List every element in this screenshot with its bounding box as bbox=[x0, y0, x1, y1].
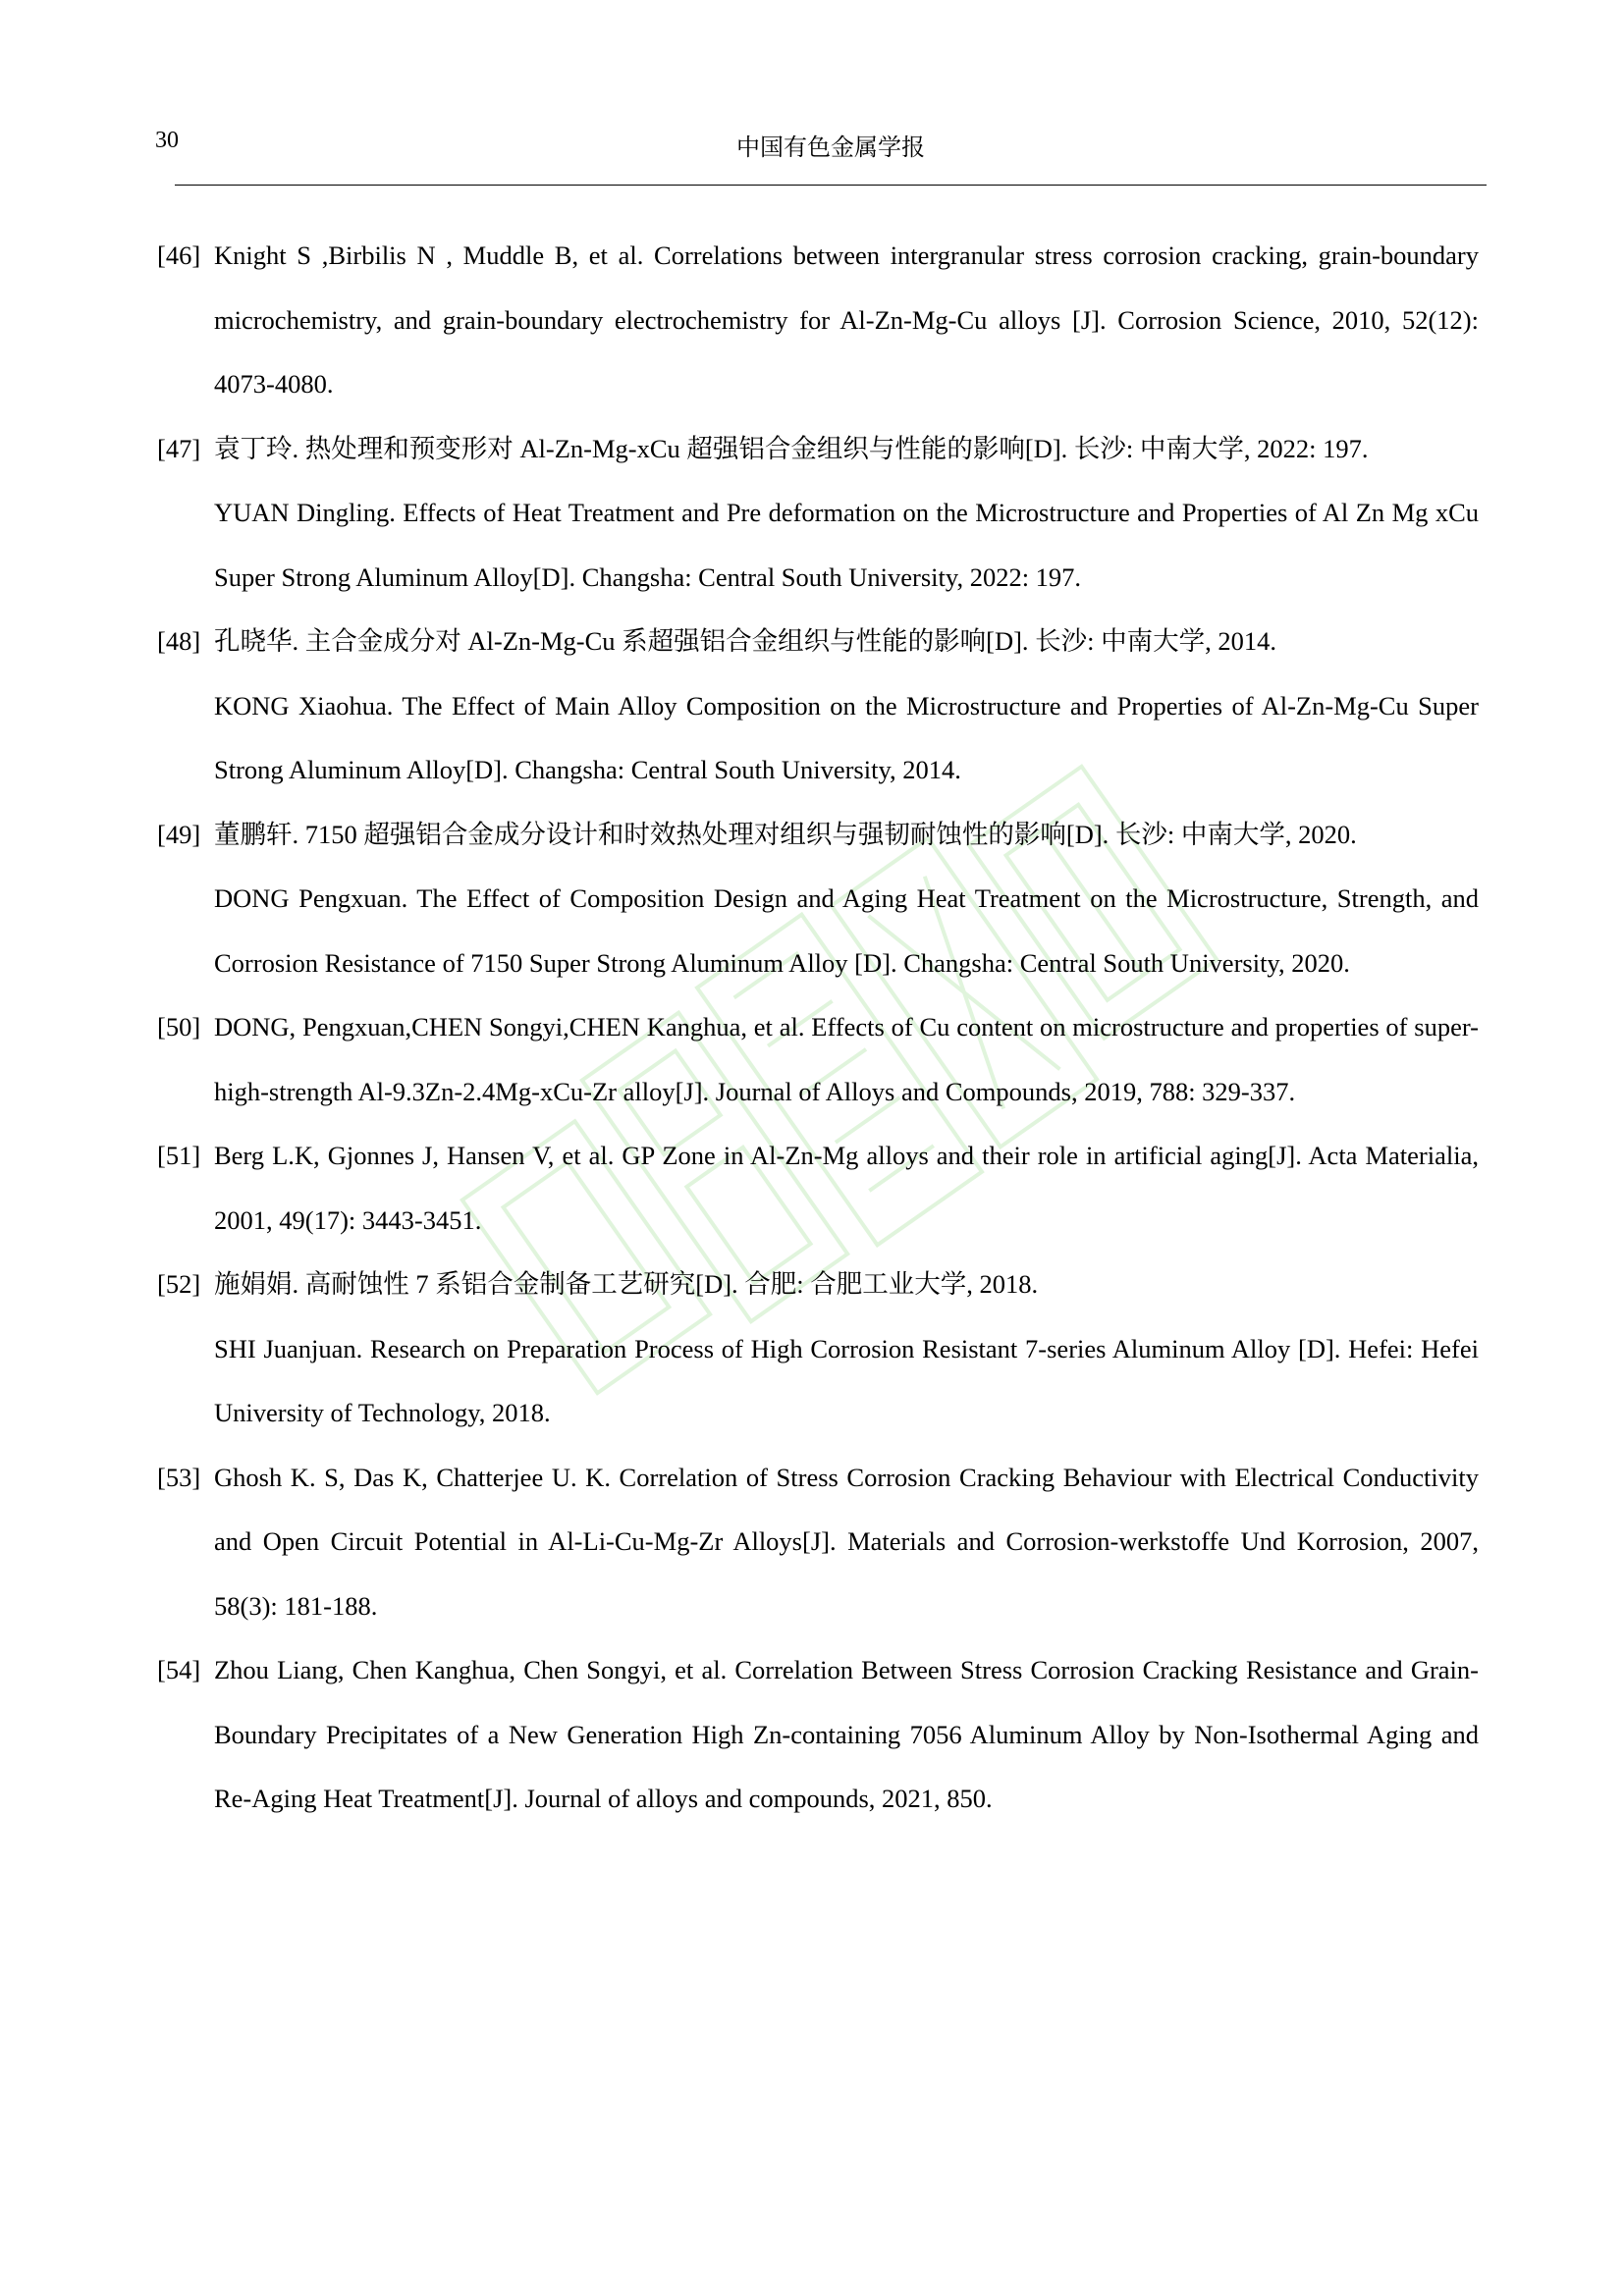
reference-item bbox=[157, 417, 1479, 611]
reference-number: [49] bbox=[157, 819, 201, 849]
reference-item bbox=[157, 995, 1479, 1124]
reference-english-translation: DONG Pengxuan. The Effect of Composition Design and Aging Heat Treatment on the Microstructure, Strength, and Corrosion Resistance of 7150 Super Strong Aluminum Alloy [D]. Changsha: Central South University, 2020. bbox=[214, 883, 1479, 978]
reference-text: Ghosh K. S, Das K, Chatterjee U. K. Correlation of Stress Corrosion Cracking Behaviour with Electrical Conductivity and Open Circuit Potential in Al-Li-Cu-Mg-Zr Alloys[J]. Materials and Corrosion-werkstoffe Und Korrosion, 2007, 58(3): 181-188. bbox=[214, 1462, 1479, 1621]
reference-item bbox=[157, 803, 1479, 996]
reference-text: 施娟娟. 高耐蚀性 7 系铝合金制备工艺研究[D]. 合肥: 合肥工业大学, 2018. bbox=[214, 1269, 1039, 1299]
reference-item bbox=[157, 610, 1479, 803]
reference-item bbox=[157, 1253, 1479, 1446]
reference-english-translation: SHI Juanjuan. Research on Preparation Process of High Corrosion Resistant 7-series Aluminum Alloy [D]. Hefei: Hefei University of Technology, 2018. bbox=[214, 1333, 1479, 1427]
reference-item bbox=[157, 1638, 1479, 1832]
reference-text: 董鹏轩. 7150 超强铝合金成分设计和时效热处理对组织与强韧耐蚀性的影响[D]. 长沙: 中南大学, 2020. bbox=[214, 819, 1357, 849]
reference-item bbox=[157, 1446, 1479, 1639]
reference-text: 孔晓华. 主合金成分对 Al-Zn-Mg-Cu 系超强铝合金组织与性能的影响[D]. 长沙: 中南大学, 2014. bbox=[214, 626, 1277, 656]
reference-item bbox=[157, 224, 1479, 417]
reference-number: [48] bbox=[157, 626, 201, 656]
reference-text: DONG, Pengxuan,CHEN Songyi,CHEN Kanghua, et al. Effects of Cu content on microstructure and properties of super-high-strength Al-9.3Zn-2.4Mg-xCu-Zr alloy[J]. Journal of Alloys and Compounds, 2019, 788: 329-337. bbox=[214, 1012, 1479, 1106]
reference-english-translation: KONG Xiaohua. The Effect of Main Alloy Composition on the Microstructure and Properties of Al-Zn-Mg-Cu Super Strong Aluminum Alloy[D]. Changsha: Central South University, 2014. bbox=[214, 690, 1479, 784]
reference-number: [47] bbox=[157, 433, 201, 463]
reference-number: [53] bbox=[157, 1462, 201, 1492]
page-number: 30 bbox=[155, 128, 179, 153]
reference-number: [46] bbox=[157, 240, 201, 270]
reference-number: [52] bbox=[157, 1269, 201, 1299]
reference-number: [51] bbox=[157, 1141, 201, 1170]
reference-text: Berg L.K, Gjonnes J, Hansen V, et al. GP Zone in Al-Zn-Mg alloys and their role in artificial aging[J]. Acta Materialia, 2001, 49(17): 3443-3451. bbox=[214, 1141, 1479, 1235]
page-header bbox=[155, 128, 1487, 186]
reference-text: Knight S ,Birbilis N , Muddle B, et al. Correlations between intergranular stress corrosion cracking, grain-boundary microchemistry, and grain-boundary electrochemistry for Al-Zn-Mg-Cu alloys [J]. Corrosion Science, 2010, 52(12): 4073-4080. bbox=[214, 240, 1479, 399]
reference-number: [54] bbox=[157, 1655, 201, 1684]
reference-english-translation: YUAN Dingling. Effects of Heat Treatment and Pre deformation on the Microstructure and Properties of Al Zn Mg xCu Super Strong Aluminum Alloy[D]. Changsha: Central South University, 2022: 197. bbox=[214, 498, 1479, 592]
reference-list bbox=[157, 224, 1479, 1832]
reference-number: [50] bbox=[157, 1012, 201, 1041]
reference-text: Zhou Liang, Chen Kanghua, Chen Songyi, et al. Correlation Between Stress Corrosion Cracking Resistance and Grain-Boundary Precipitates of a New Generation High Zn-containing 7056 Aluminum Alloy by Non-Isothermal Aging and Re-Aging Heat Treatment[J]. Journal of alloys and compounds, 2021, 850. bbox=[214, 1655, 1479, 1813]
reference-text: 袁丁玲. 热处理和预变形对 Al-Zn-Mg-xCu 超强铝合金组织与性能的影响[D]. 长沙: 中南大学, 2022: 197. bbox=[214, 433, 1369, 463]
journal-title: 中国有色金属学报 bbox=[736, 135, 925, 161]
reference-item bbox=[157, 1124, 1479, 1253]
